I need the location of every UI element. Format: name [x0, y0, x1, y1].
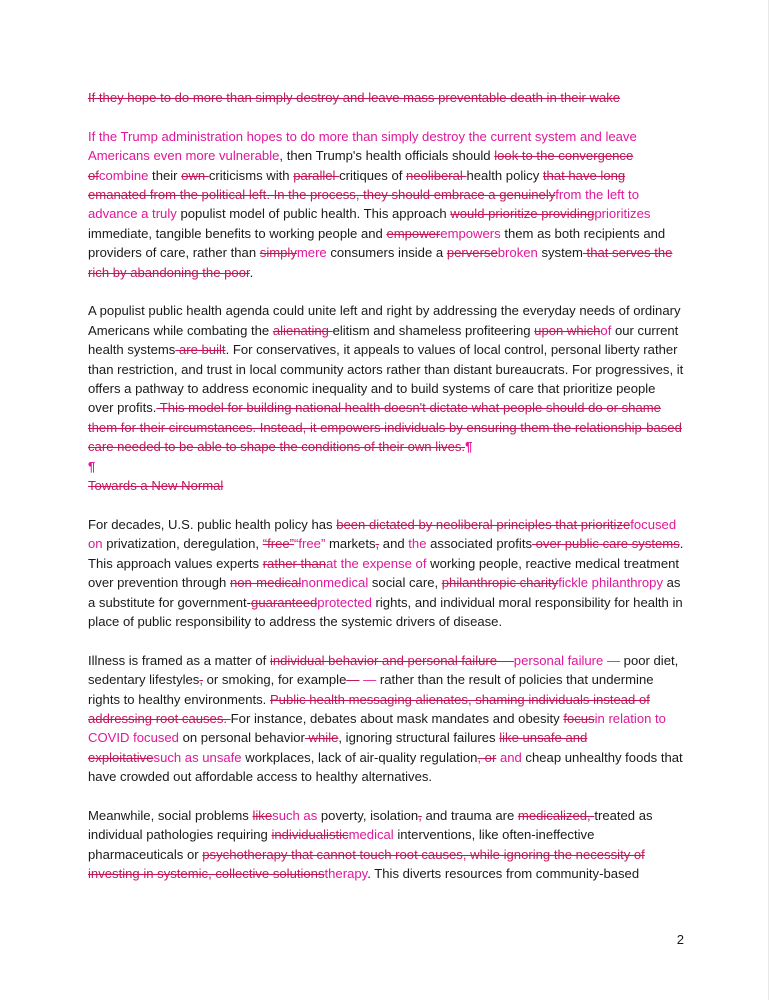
body-text: associated profits	[426, 536, 533, 552]
deleted-text: over public care systems	[532, 536, 680, 552]
paragraph-p3-populist-agenda[interactable]	[88, 301, 684, 456]
page-number: 2	[676, 932, 684, 947]
inserted-text: protected	[317, 594, 372, 610]
deleted-text: focus	[563, 710, 595, 726]
body-text: treated as individual pathologies requiring	[88, 807, 653, 843]
body-text: Meanwhile, social problems	[88, 807, 253, 823]
deleted-text: neoliberal	[406, 167, 467, 183]
inserted-text: prioritizes	[594, 206, 651, 222]
inserted-text: the	[408, 536, 427, 552]
body-text: our current health systems	[88, 322, 679, 358]
body-text: their	[148, 167, 182, 183]
body-text: poverty, isolation	[317, 807, 419, 823]
body-text: criticisms with	[208, 167, 294, 183]
paragraph-p5-towards-new-normal[interactable]	[88, 476, 684, 495]
body-text: elitism and shameless profiteering	[332, 322, 535, 338]
deleted-text: ,	[199, 672, 203, 688]
deleted-text: If they hope to do more than simply destroy and leave mass preventable death in their wake	[88, 90, 621, 105]
body-text: A populist public health agenda could unite left and right by addressing the everyday needs of ordinary Americans while combating the	[88, 303, 681, 338]
paragraph-p1-deleted-heading[interactable]	[88, 88, 684, 107]
inserted-text: broken	[497, 245, 538, 261]
body-text: . This approach values experts	[88, 536, 684, 571]
paragraph-p2-trump-administration[interactable]	[88, 127, 684, 282]
body-text: on personal behavior	[178, 730, 305, 746]
body-text: health policy	[466, 167, 543, 183]
deleted-text: empower	[386, 225, 441, 241]
inserted-text: medical	[348, 827, 394, 843]
body-text: populist model of public health. This approach	[176, 206, 451, 222]
body-text: Illness is framed as a matter of	[88, 652, 270, 668]
body-text: as a substitute for government-	[88, 575, 681, 610]
body-text: system	[537, 245, 583, 261]
paragraph-p6-for-decades[interactable]	[88, 515, 684, 631]
deleted-text: that have long emanated from the political left. In the process, they should embrace a genuinely	[88, 167, 626, 203]
deleted-text: philanthropic charity	[441, 575, 559, 591]
inserted-text: —	[359, 672, 377, 688]
deleted-text: look to the convergence of	[88, 148, 634, 183]
deleted-text: simply	[259, 245, 297, 261]
inserted-text: nonmedical	[301, 575, 369, 591]
deleted-text: would prioritize providing	[450, 206, 595, 222]
deleted-text: —	[346, 672, 360, 688]
body-text: critiques of	[339, 167, 407, 183]
body-text: poor diet, sedentary lifestyles	[88, 652, 679, 688]
deleted-text: perverse	[446, 245, 498, 261]
deleted-text: upon which	[534, 322, 601, 338]
inserted-text: in relation to COVID focused	[88, 710, 666, 746]
body-text: workplaces, lack of air-quality regulation	[241, 749, 478, 765]
body-text: interventions, like often-ineffective pharmaceuticals or	[88, 827, 595, 862]
body-text: , then Trump's health officials should	[279, 148, 495, 164]
body-text: consumers inside a	[326, 245, 447, 261]
body-text: and	[379, 536, 409, 552]
deleted-text: own	[181, 167, 209, 183]
body-text: rather than the result of policies that undermine rights to healthy environments.	[88, 672, 654, 707]
deleted-text: Public health messaging alienates, shaming individuals instead of addressing root causes.	[88, 691, 650, 726]
body-text: and trauma are	[421, 807, 518, 823]
body-text: markets	[325, 536, 376, 552]
deleted-text: non-medical	[229, 575, 302, 591]
paragraph-p7-illness-framed[interactable]	[88, 651, 684, 787]
body-text: them as both recipients and providers of care, rather than	[88, 225, 666, 261]
body-text: For decades, U.S. public health policy has	[88, 516, 337, 532]
body-text: cheap unhealthy foods that have crowded out affordable access to healthy alternatives.	[88, 749, 683, 785]
deleted-text: while	[304, 730, 339, 746]
inserted-text: from the left to advance a truly	[88, 187, 639, 222]
deleted-text: like unsafe and exploitative	[88, 730, 588, 765]
inserted-text: focused on	[88, 516, 677, 552]
deleted-text: guaranteed	[251, 594, 318, 610]
body-text: , ignoring structural failures	[338, 730, 500, 746]
body-text: . For conservatives, it appeals to values of local control, personal liberty rather than restriction, and trust in local community actors rather than distant bureaucrats. For progressives, it offers a pathway to address economic inequality and to build systems of care that prioritize people over profits.	[88, 342, 684, 416]
inserted-text: such as	[272, 807, 318, 823]
body-text: rights, and individual moral responsibility for health in place of public responsibility to address the systemic drivers of disease.	[88, 594, 683, 629]
deleted-text: like	[252, 807, 273, 823]
deleted-text: This model for building national health doesn't dictate what people should do or shame them for their circumstances. Instead, it empowers individuals by ensuring them the relationship-based care needed to be able to shape the conditions of their own lives.	[88, 400, 682, 455]
body-text: immediate, tangible benefits to working people and	[88, 225, 387, 241]
inserted-text: of	[600, 322, 612, 338]
body-text: or smoking, for example	[203, 672, 347, 688]
deleted-text: ,	[418, 807, 422, 823]
inserted-text: “free”	[294, 536, 326, 552]
document-body[interactable]	[88, 88, 684, 903]
deleted-text: individualistic	[271, 827, 349, 843]
deleted-text: Towards a New Normal	[88, 478, 224, 494]
pilcrow-mark: ¶	[465, 439, 473, 455]
deleted-text: , or	[477, 749, 497, 765]
deleted-text: parallel	[293, 167, 340, 183]
body-text: privatization, deregulation,	[102, 536, 263, 552]
body-text: . This diverts resources from community-based	[367, 866, 640, 882]
deleted-text: medicalized,	[517, 807, 595, 823]
deleted-text: “free”	[262, 536, 295, 552]
body-text: .	[249, 264, 254, 280]
paragraph-p8-meanwhile-social-problems[interactable]	[88, 806, 684, 884]
deleted-text: individual behavior and personal failure —	[269, 652, 514, 668]
body-text: For instance, debates about mask mandates and obesity	[230, 710, 564, 726]
inserted-text: fickle philanthropy	[558, 575, 664, 591]
inserted-text: and	[496, 749, 522, 765]
pilcrow-mark: ¶	[88, 458, 96, 474]
inserted-text: combine	[98, 167, 149, 183]
inserted-text: therapy	[324, 866, 368, 882]
deleted-text: that serves the rich by abandoning the poor	[88, 245, 673, 280]
deleted-text: are built	[175, 342, 226, 358]
inserted-text: at the expense of	[326, 555, 427, 571]
body-text: working people, reactive medical treatment over prevention through	[88, 555, 680, 591]
deleted-text: psychotherapy that cannot touch root causes, while ignoring the necessity of investing in systemic, collective solutions	[88, 846, 645, 882]
deleted-text: ,	[375, 536, 380, 552]
deleted-text: been dictated by neoliberal principles that prioritize	[336, 516, 631, 532]
body-text: social care,	[368, 575, 442, 591]
inserted-text: personal failure —	[513, 652, 621, 668]
deleted-text: rather than	[262, 555, 327, 571]
paragraph-p4-empty-pilcrow[interactable]	[88, 457, 684, 476]
deleted-text: alienating	[272, 322, 333, 338]
inserted-text: If the Trump administration hopes to do more than simply destroy the current system and leave Americans even more vulnerable	[88, 128, 637, 164]
inserted-text: empowers	[440, 225, 501, 241]
inserted-text: mere	[296, 245, 327, 261]
inserted-text: such as unsafe	[153, 749, 242, 765]
